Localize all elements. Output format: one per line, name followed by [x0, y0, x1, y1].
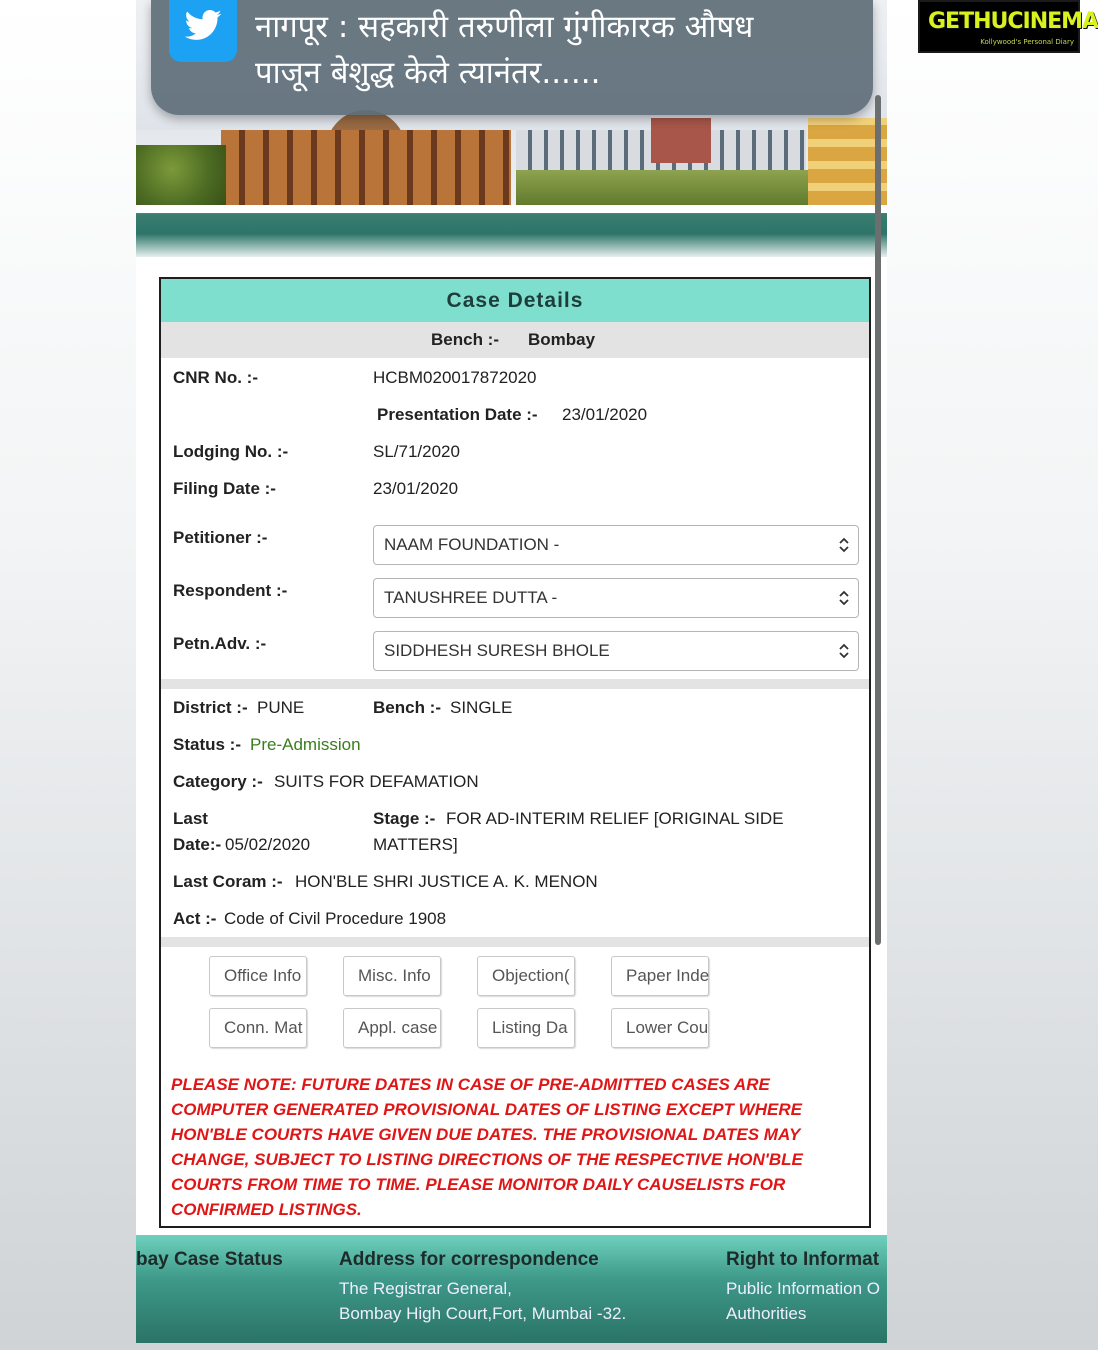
- scrollbar[interactable]: [875, 95, 881, 945]
- tweet-overlay[interactable]: [151, 0, 873, 115]
- section-divider: [161, 679, 869, 689]
- district-value: PUNE: [257, 698, 305, 717]
- bench-value: Bombay: [528, 330, 596, 349]
- watermark-logo: [918, 0, 1098, 53]
- cnr-value: HCBM020017872020: [373, 368, 537, 387]
- footer-address-title: Address for correspondence: [339, 1249, 599, 1270]
- bench-label: Bench :-: [431, 330, 499, 349]
- bench2-value: SINGLE: [450, 698, 513, 717]
- respondent-label: Respondent :-: [173, 581, 288, 600]
- footer-rti-line2[interactable]: Authorities: [726, 1304, 807, 1323]
- stage-label: Stage :-: [373, 809, 436, 828]
- select-arrows-icon: [838, 589, 850, 607]
- district-label: District :-: [173, 698, 248, 717]
- petn-adv-value: SIDDHESH SURESH BHOLE: [384, 641, 610, 660]
- status-value: Pre-Admission: [250, 735, 361, 754]
- stage-value-line2: MATTERS]: [373, 835, 458, 854]
- status-label: Status :-: [173, 735, 241, 754]
- cnr-label: CNR No. :-: [173, 368, 258, 387]
- petitioner-value: NAAM FOUNDATION -: [384, 535, 560, 554]
- card-title: Case Details: [161, 279, 869, 322]
- watermark-tagline: Kollywood's Personal Diary: [980, 38, 1074, 46]
- last-coram-label: Last Coram :-: [173, 872, 283, 891]
- petn-adv-select[interactable]: [373, 631, 859, 671]
- lodging-label: Lodging No. :-: [173, 442, 289, 461]
- act-label: Act :-: [173, 909, 217, 928]
- filing-date-label: Filing Date :-: [173, 479, 276, 498]
- select-arrows-icon: [838, 536, 850, 554]
- paper-index-button[interactable]: Paper Inde: [611, 956, 709, 996]
- stage-value-line1: FOR AD-INTERIM RELIEF [ORIGINAL SIDE: [446, 809, 784, 828]
- petn-adv-label: Petn.Adv. :-: [173, 634, 267, 653]
- watermark-brand: GETHUCINEMA: [928, 9, 1098, 34]
- office-info-button[interactable]: Office Info: [209, 956, 307, 996]
- last-date-label-top: Last: [173, 809, 208, 828]
- nav-bar: [136, 205, 887, 257]
- footer-address-line1: The Registrar General,: [339, 1279, 512, 1298]
- respondent-value: TANUSHREE DUTTA -: [384, 588, 558, 607]
- select-arrows-icon: [838, 642, 850, 660]
- site-footer: [136, 1235, 887, 1343]
- presentation-date-label: Presentation Date :-: [377, 405, 538, 424]
- petitioner-select[interactable]: [373, 525, 859, 565]
- footer-case-status-link[interactable]: bay Case Status: [136, 1249, 283, 1270]
- footer-rti-link[interactable]: Right to Informat: [726, 1249, 880, 1270]
- tweet-line-1: नागपूर : सहकारी तरुणीला गुंगीकारक औषध: [255, 9, 754, 45]
- case-details-card: [159, 277, 871, 1228]
- act-value: Code of Civil Procedure 1908: [224, 909, 447, 928]
- petitioner-label: Petitioner :-: [173, 528, 268, 547]
- phone-screenshot: [136, 0, 887, 1343]
- provisional-dates-notice: PLEASE NOTE: FUTURE DATES IN CASE OF PRE-ADMITTED CASES ARE COMPUTER GENERATED PROVISIONAL DATES OF LISTING EXCEPT WHERE HON'BLE COURTS HAVE GIVEN DUE DATES. THE PROVISIONAL DATES MAY CHANGE, SUBJECT TO LISTING DIRECTIONS OF THE RESPECTIVE HON'BLE COURTS FROM TIME TO TIME. PLEASE MONITOR DAILY CAUSELISTS FOR CONFIRMED LISTINGS.: [171, 1075, 803, 1219]
- connected-matters-button[interactable]: Conn. Mat: [209, 1008, 307, 1048]
- lodging-value: SL/71/2020: [373, 442, 460, 461]
- presentation-date-value: 23/01/2020: [562, 405, 648, 424]
- respondent-select[interactable]: [373, 578, 859, 618]
- misc-info-button[interactable]: Misc. Info: [343, 956, 441, 996]
- category-value: SUITS FOR DEFAMATION: [274, 772, 479, 791]
- listing-dates-button[interactable]: Listing Da: [477, 1008, 575, 1048]
- last-coram-value: HON'BLE SHRI JUSTICE A. K. MENON: [295, 872, 598, 891]
- footer-address-line2: Bombay High Court,Fort, Mumbai -32.: [339, 1304, 627, 1323]
- objection-button[interactable]: Objection(: [477, 956, 575, 996]
- twitter-bird-icon: [169, 0, 237, 62]
- tweet-text: [255, 4, 845, 104]
- filing-date-value: 23/01/2020: [373, 479, 459, 498]
- section-divider: [161, 937, 869, 947]
- bench2-label: Bench :-: [373, 698, 441, 717]
- last-date-value: 05/02/2020: [225, 835, 311, 854]
- footer-rti-line1[interactable]: Public Information O: [726, 1279, 881, 1298]
- last-date-label: Date:-: [173, 835, 222, 854]
- application-case-button[interactable]: Appl. case: [343, 1008, 441, 1048]
- tweet-line-2: पाजून बेशुद्ध केले त्यानंतर......: [255, 55, 601, 91]
- category-label: Category :-: [173, 772, 263, 791]
- bench-row: [161, 322, 869, 358]
- lower-court-button[interactable]: Lower Cou: [611, 1008, 709, 1048]
